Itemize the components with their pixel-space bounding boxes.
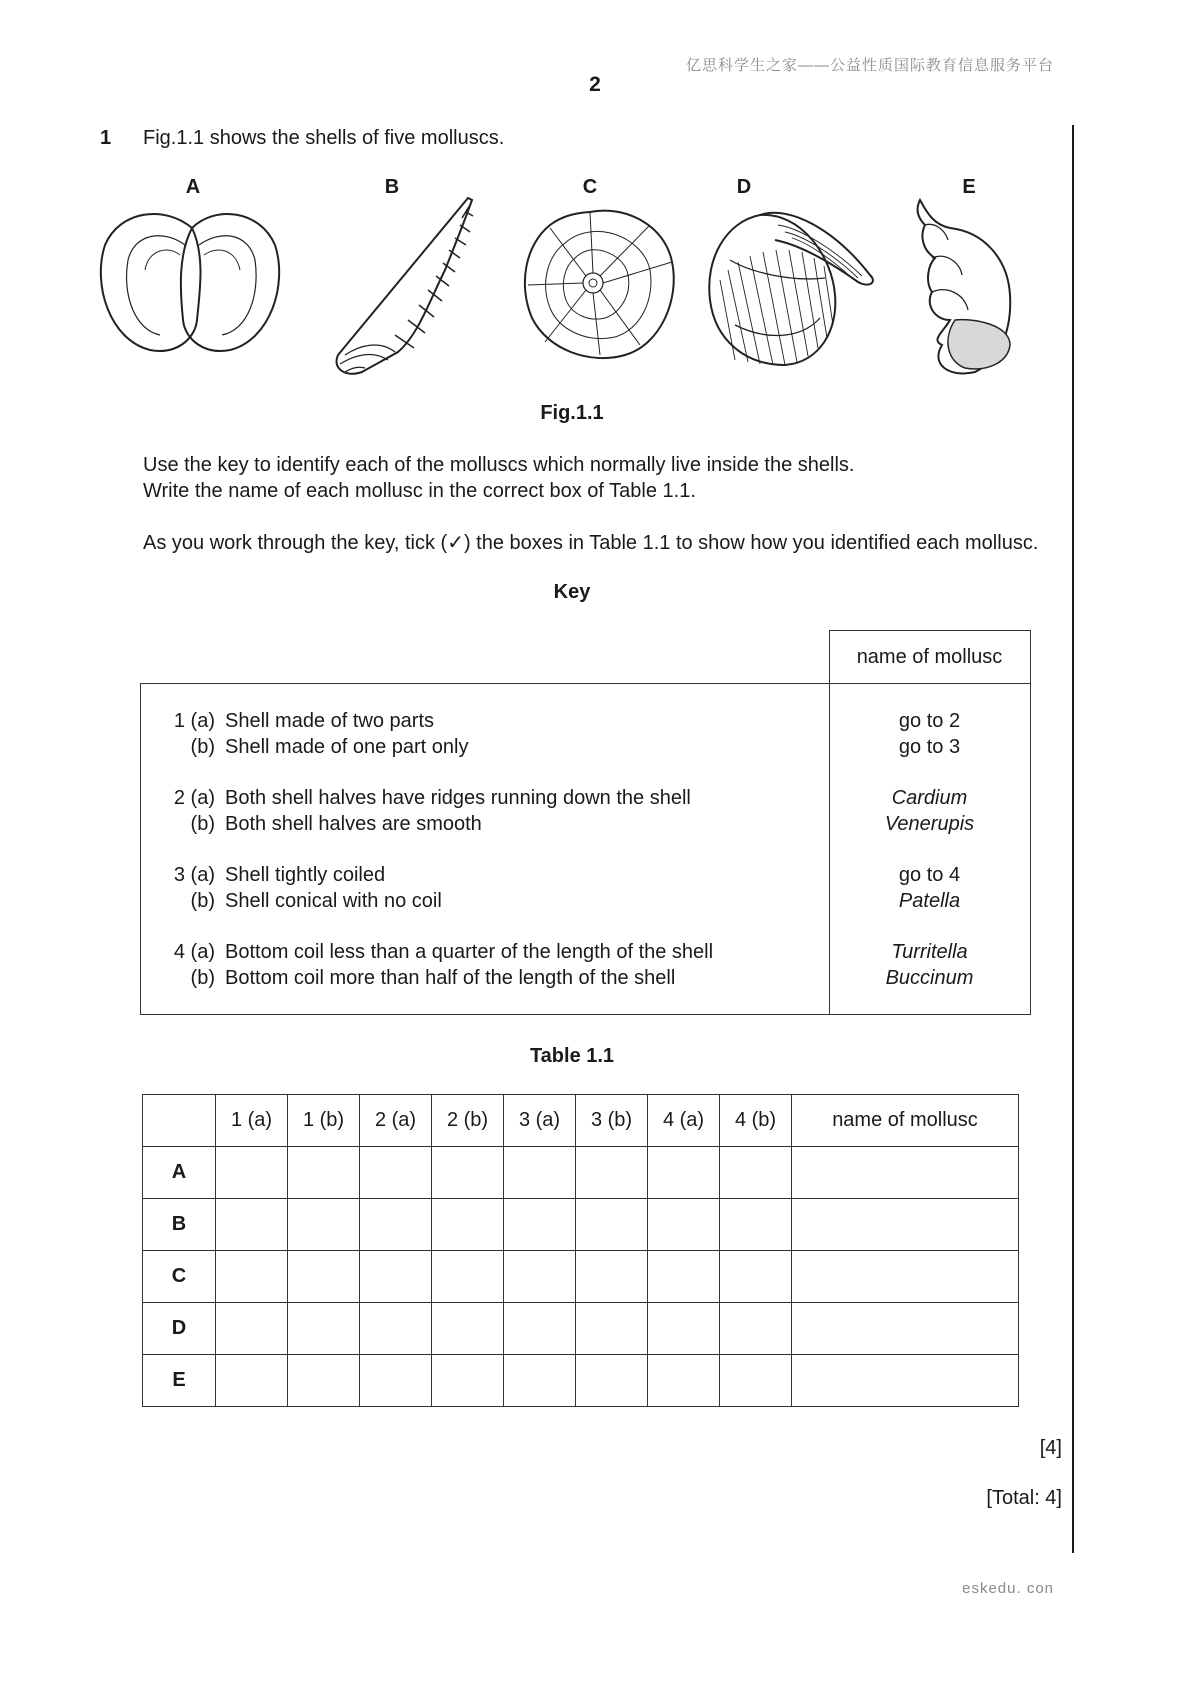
instruction-paragraph-2: As you work through the key, tick (✓) the boxes in Table 1.1 to show how you identified each mollusc. xyxy=(143,532,1039,554)
shell-c-drawing xyxy=(525,211,674,358)
tick-box-cell[interactable] xyxy=(288,1251,360,1303)
answer-col-header: 3 (b) xyxy=(576,1095,648,1147)
tick-box-cell[interactable] xyxy=(216,1147,288,1199)
tick-box-cell[interactable] xyxy=(720,1355,792,1407)
tick-box-cell[interactable] xyxy=(648,1147,720,1199)
answer-table-row xyxy=(143,1199,1019,1251)
instruction-line-2: Write the name of each mollusc in the correct box of Table 1.1. xyxy=(143,480,696,502)
mollusc-name-answer-cell[interactable] xyxy=(792,1303,1019,1355)
tick-box-cell[interactable] xyxy=(360,1251,432,1303)
figure-caption: Fig.1.1 xyxy=(540,402,604,424)
answer-col-header: 4 (b) xyxy=(720,1095,792,1147)
tick-box-cell[interactable] xyxy=(288,1303,360,1355)
key-table-blank-cell xyxy=(141,631,830,684)
key-result: Patella xyxy=(898,890,961,912)
tick-box-cell[interactable] xyxy=(720,1251,792,1303)
answer-table-row xyxy=(143,1251,1019,1303)
total-marks-label: [Total: 4] xyxy=(986,1487,1062,1509)
answer-table-row xyxy=(143,1355,1019,1407)
tick-box-cell[interactable] xyxy=(504,1355,576,1407)
key-row: 3 (a) Shell tightly coiled xyxy=(173,864,386,886)
key-row: 2 (a) Both shell halves have ridges running down the shell xyxy=(173,787,691,809)
key-result: go to 2 xyxy=(898,710,961,732)
tick-box-cell[interactable] xyxy=(432,1355,504,1407)
tick-box-cell[interactable] xyxy=(432,1147,504,1199)
tick-box-cell[interactable] xyxy=(432,1251,504,1303)
answer-row-label: E xyxy=(143,1355,216,1407)
tick-box-cell[interactable] xyxy=(288,1199,360,1251)
key-results-cell xyxy=(829,684,1030,1015)
tick-box-cell[interactable] xyxy=(360,1303,432,1355)
mollusc-name-answer-cell[interactable] xyxy=(792,1199,1019,1251)
instruction-line-1: Use the key to identify each of the molluscs which normally live inside the shells. xyxy=(143,454,855,476)
tick-box-cell[interactable] xyxy=(720,1199,792,1251)
key-row: (b) Shell conical with no coil xyxy=(190,890,442,912)
shell-label-c: C xyxy=(582,176,598,198)
answer-col-header: 3 (a) xyxy=(504,1095,576,1147)
key-row: 4 (a) Bottom coil less than a quarter of the length of the shell xyxy=(173,941,714,963)
answer-table-row xyxy=(143,1303,1019,1355)
key-row: (b) Shell made of one part only xyxy=(190,736,469,758)
tick-box-cell[interactable] xyxy=(648,1199,720,1251)
answer-col-header: 1 (a) xyxy=(216,1095,288,1147)
tick-box-cell[interactable] xyxy=(216,1251,288,1303)
mollusc-name-answer-cell[interactable] xyxy=(792,1355,1019,1407)
question-number: 1 xyxy=(100,127,112,149)
answer-table xyxy=(142,1094,1019,1407)
key-row: 1 (a) Shell made of two parts xyxy=(173,710,434,732)
answer-col-header: 2 (b) xyxy=(432,1095,504,1147)
tick-box-cell[interactable] xyxy=(504,1303,576,1355)
tick-box-cell[interactable] xyxy=(288,1355,360,1407)
answer-row-label: B xyxy=(143,1199,216,1251)
answer-col-header: name of mollusc xyxy=(792,1095,1019,1147)
tick-box-cell[interactable] xyxy=(360,1199,432,1251)
tick-box-cell[interactable] xyxy=(576,1199,648,1251)
key-result: Venerupis xyxy=(884,813,975,835)
key-title: Key xyxy=(553,581,591,603)
key-result: Turritella xyxy=(891,941,968,963)
tick-box-cell[interactable] xyxy=(576,1355,648,1407)
shell-label-d: D xyxy=(736,176,752,198)
page-number: 2 xyxy=(589,73,601,96)
answer-col-header: 1 (b) xyxy=(288,1095,360,1147)
footer-site-text: eskedu. con xyxy=(962,1580,1054,1597)
shell-label-a: A xyxy=(185,176,201,198)
shell-a-drawing xyxy=(101,214,279,351)
tick-box-cell[interactable] xyxy=(576,1147,648,1199)
key-result: go to 4 xyxy=(898,864,961,886)
question-intro: Fig.1.1 shows the shells of five molluscs. xyxy=(143,127,505,149)
shell-d-drawing xyxy=(709,213,873,365)
key-result: go to 3 xyxy=(898,736,961,758)
shell-e-drawing xyxy=(918,200,1011,373)
tick-box-cell[interactable] xyxy=(216,1303,288,1355)
tick-box-cell[interactable] xyxy=(216,1199,288,1251)
shell-figure xyxy=(0,0,1190,400)
tick-box-cell[interactable] xyxy=(720,1147,792,1199)
key-row: (b) Bottom coil more than half of the length of the shell xyxy=(190,967,676,989)
key-row: (b) Both shell halves are smooth xyxy=(190,813,482,835)
answer-table-row xyxy=(143,1147,1019,1199)
key-statements-cell xyxy=(141,684,830,1015)
tick-box-cell[interactable] xyxy=(648,1355,720,1407)
tick-box-cell[interactable] xyxy=(648,1303,720,1355)
key-result: Cardium xyxy=(891,787,968,809)
tick-box-cell[interactable] xyxy=(216,1355,288,1407)
shell-label-e: E xyxy=(962,176,976,198)
tick-box-cell[interactable] xyxy=(576,1251,648,1303)
tick-box-cell[interactable] xyxy=(648,1251,720,1303)
header-site-text: 亿思科学生之家——公益性质国际教育信息服务平台 xyxy=(685,57,1054,74)
answer-row-label: A xyxy=(143,1147,216,1199)
key-result: Buccinum xyxy=(885,967,974,989)
tick-box-cell[interactable] xyxy=(432,1303,504,1355)
tick-box-cell[interactable] xyxy=(720,1303,792,1355)
key-table xyxy=(140,630,1031,1015)
answer-col-header: 4 (a) xyxy=(648,1095,720,1147)
tick-box-cell[interactable] xyxy=(504,1199,576,1251)
table-caption: Table 1.1 xyxy=(529,1045,615,1067)
tick-box-cell[interactable] xyxy=(504,1147,576,1199)
answer-row-label: C xyxy=(143,1251,216,1303)
marks-label: [4] xyxy=(1039,1437,1062,1459)
mollusc-name-answer-cell[interactable] xyxy=(792,1147,1019,1199)
shell-b-drawing xyxy=(337,198,473,374)
answer-table-header-row xyxy=(143,1095,1019,1147)
tick-box-cell[interactable] xyxy=(360,1147,432,1199)
tick-box-cell[interactable] xyxy=(360,1355,432,1407)
tick-box-cell[interactable] xyxy=(504,1251,576,1303)
answer-corner-cell xyxy=(143,1095,216,1147)
key-name-header: name of mollusc xyxy=(829,631,1030,684)
answer-row-label: D xyxy=(143,1303,216,1355)
tick-box-cell[interactable] xyxy=(576,1303,648,1355)
mollusc-name-answer-cell[interactable] xyxy=(792,1251,1019,1303)
answer-col-header: 2 (a) xyxy=(360,1095,432,1147)
shell-label-b: B xyxy=(384,176,400,198)
tick-box-cell[interactable] xyxy=(288,1147,360,1199)
tick-box-cell[interactable] xyxy=(432,1199,504,1251)
